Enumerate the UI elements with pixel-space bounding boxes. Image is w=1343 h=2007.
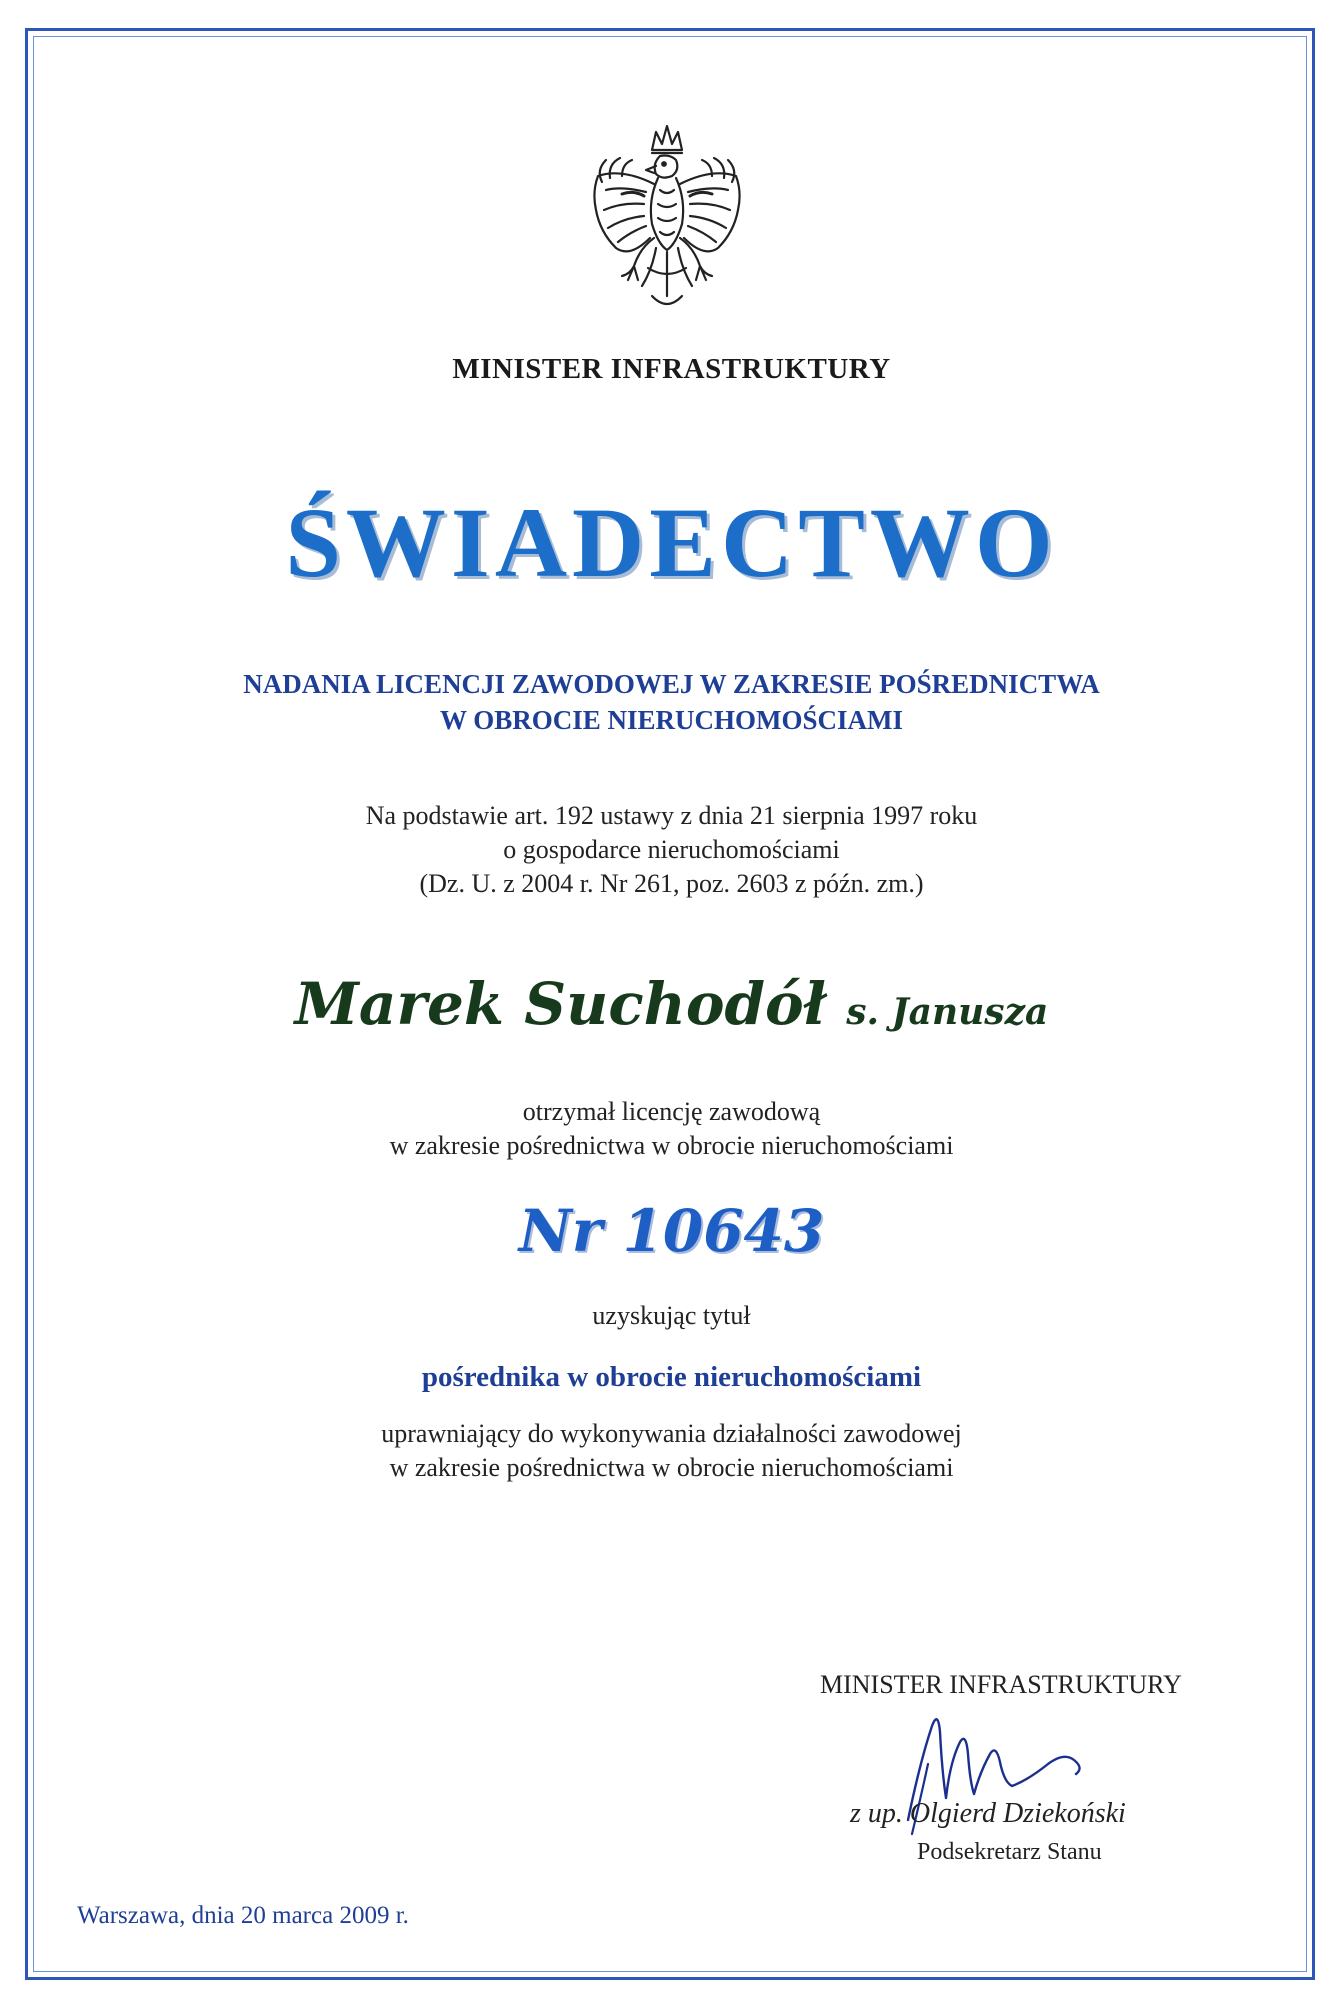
signatory-position: Podsekretarz Stanu: [917, 1839, 1102, 1865]
professional-title: pośrednika w obrocie nieruchomościami: [421, 1361, 922, 1393]
issuer-heading: MINISTER INFRASTRUKTURY: [452, 353, 891, 385]
license-holder: [0, 970, 1343, 1038]
legal-basis-line-1: Na podstawie art. 192 ustawy z dnia 21 sierpnia 1997 roku: [365, 801, 978, 830]
signature-office: MINISTER INFRASTRUKTURY: [820, 1670, 1182, 1699]
signatory-name: z up. Olgierd Dziekoński: [850, 1798, 1126, 1829]
coat-of-arms-eagle-icon: [582, 120, 752, 316]
document-subtitle-line-2: W OBROCIE NIERUCHOMOŚCIAMI: [439, 705, 904, 735]
document-title: ŚWIADECTWO: [285, 487, 1058, 598]
holder-parent-name: s. Janusza: [846, 991, 1049, 1033]
place-and-date: Warszawa, dnia 20 marca 2009 r.: [77, 1902, 409, 1929]
license-number: Nr 10643: [518, 1197, 825, 1265]
granted-line-2: w zakresie pośrednictwa w obrocie nieruchomościami: [389, 1131, 954, 1160]
legal-basis-line-2: o gospodarce nieruchomościami: [503, 835, 840, 864]
holder-name: Marek Suchodół: [294, 970, 827, 1038]
entitlement-line-1: uprawniający do wykonywania działalności zawodowej: [381, 1419, 962, 1448]
entitlement-line-2: w zakresie pośrednictwa w obrocie nieruchomościami: [389, 1453, 954, 1482]
granted-line-1: otrzymał licencję zawodową: [522, 1097, 821, 1126]
legal-basis-line-3: (Dz. U. z 2004 r. Nr 261, poz. 2603 z późn. zm.): [419, 869, 924, 898]
document-subtitle-line-1: NADANIA LICENCJI ZAWODOWEJ W ZAKRESIE POŚREDNICTWA: [243, 669, 1100, 699]
obtaining-title-text: uzyskując tytuł: [592, 1301, 751, 1330]
